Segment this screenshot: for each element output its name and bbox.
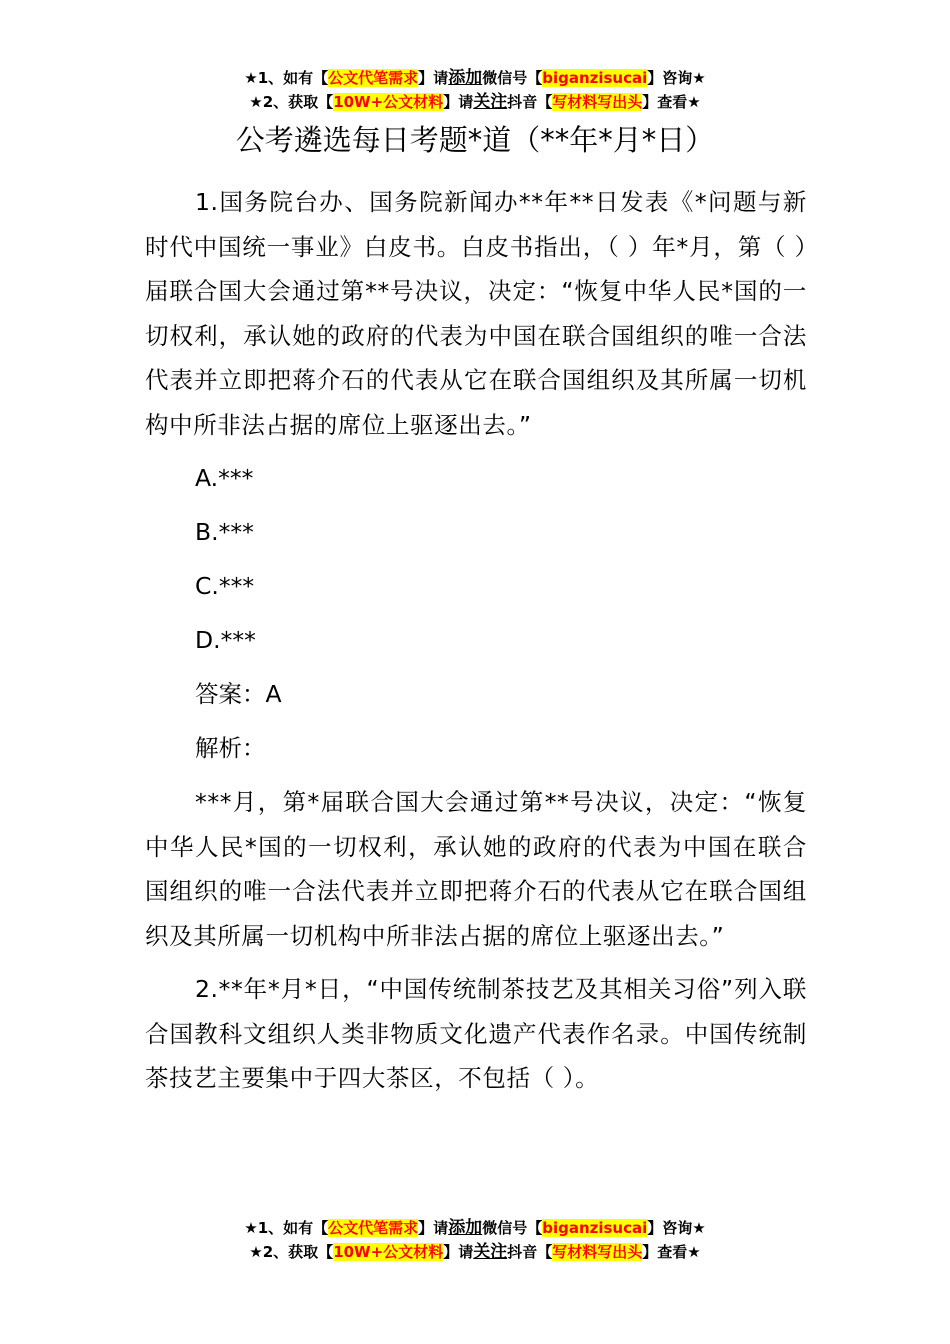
banner-highlight: 写材料写出头 [552, 1243, 643, 1261]
banner-underlined: 添加 [448, 1218, 483, 1238]
question-2-stem: 2.**年*月*日，“中国传统制茶技艺及其相关习俗”列入联合国教科文组织人类非物质文化遗产代表作名录。中国传统制茶技艺主要集中于四大茶区，不包括（ ）。 [145, 975, 807, 1092]
banner-text: 微信号【 [482, 1219, 543, 1237]
question-1-analysis: ***月，第*届联合国大会通过第**号决议，决定：“恢复中华人民*国的一切权利，承认她的政府的代表为中国在联合国组织的唯一合法代表并立即把蒋介石的代表从它在联合国组织及其所属一切机构中所非法占据的席位上驱逐出去。” [145, 788, 807, 950]
footer-banner [0, 1216, 950, 1264]
banner-highlight: 公文代笔需求 [328, 69, 419, 87]
banner-text: 抖音【 [507, 1243, 553, 1261]
question-1-option-a: A.*** [195, 464, 254, 492]
banner-text: 】查看★ [642, 93, 701, 111]
banner-highlight: biganzisucai [542, 1219, 648, 1237]
page-title: 公考遴选每日考题*道（**年*月*日） [235, 123, 715, 157]
banner-highlight: 公文代笔需求 [328, 1219, 419, 1237]
banner-text: 】请 [418, 69, 449, 87]
banner-highlight: biganzisucai [542, 69, 648, 87]
header-banner [0, 66, 950, 114]
banner-underlined: 关注 [473, 1242, 508, 1262]
banner-text: 】查看★ [642, 1243, 701, 1261]
question-1-stem: 1.国务院台办、国务院新闻办**年**日发表《*问题与新时代中国统一事业》白皮书。白皮书指出，（ ）年*月，第（ ）届联合国大会通过第**号决议，决定：“恢复中华人民*国的一切权利，承认她的政府的代表为中国在联合国组织的唯一合法代表并立即把蒋介石的代表从它在联合国组织及其所属一切机构中所非法占据的席位上驱逐出去。” [145, 188, 807, 439]
question-1-answer: 答案：A [195, 680, 282, 708]
banner-highlight: 写材料写出头 [552, 93, 643, 111]
banner-text: 】请 [418, 1219, 449, 1237]
banner-text: 】咨询★ [647, 1219, 706, 1237]
question-1-option-d: D.*** [195, 626, 256, 654]
banner-line-2 [0, 1240, 950, 1264]
banner-line-1 [0, 66, 950, 90]
banner-text: 抖音【 [507, 93, 553, 111]
question-1-option-c: C.*** [195, 572, 255, 600]
banner-text: ★1、如有【 [244, 1219, 329, 1237]
banner-underlined: 添加 [448, 68, 483, 88]
banner-line-2 [0, 90, 950, 114]
banner-text: ★2、获取【 [249, 1243, 334, 1261]
banner-highlight: 10W+公文材料 [333, 1243, 444, 1261]
banner-text: 微信号【 [482, 69, 543, 87]
banner-highlight: 10W+公文材料 [333, 93, 444, 111]
banner-underlined: 关注 [473, 92, 508, 112]
banner-text: ★1、如有【 [244, 69, 329, 87]
banner-text: ★2、获取【 [249, 93, 334, 111]
banner-text: 】咨询★ [647, 69, 706, 87]
question-1-analysis-label: 解析： [195, 734, 266, 762]
document-body [145, 180, 807, 1110]
question-1-option-b: B.*** [195, 518, 254, 546]
banner-line-1 [0, 1216, 950, 1240]
banner-text: 】请 [443, 93, 474, 111]
banner-text: 】请 [443, 1243, 474, 1261]
